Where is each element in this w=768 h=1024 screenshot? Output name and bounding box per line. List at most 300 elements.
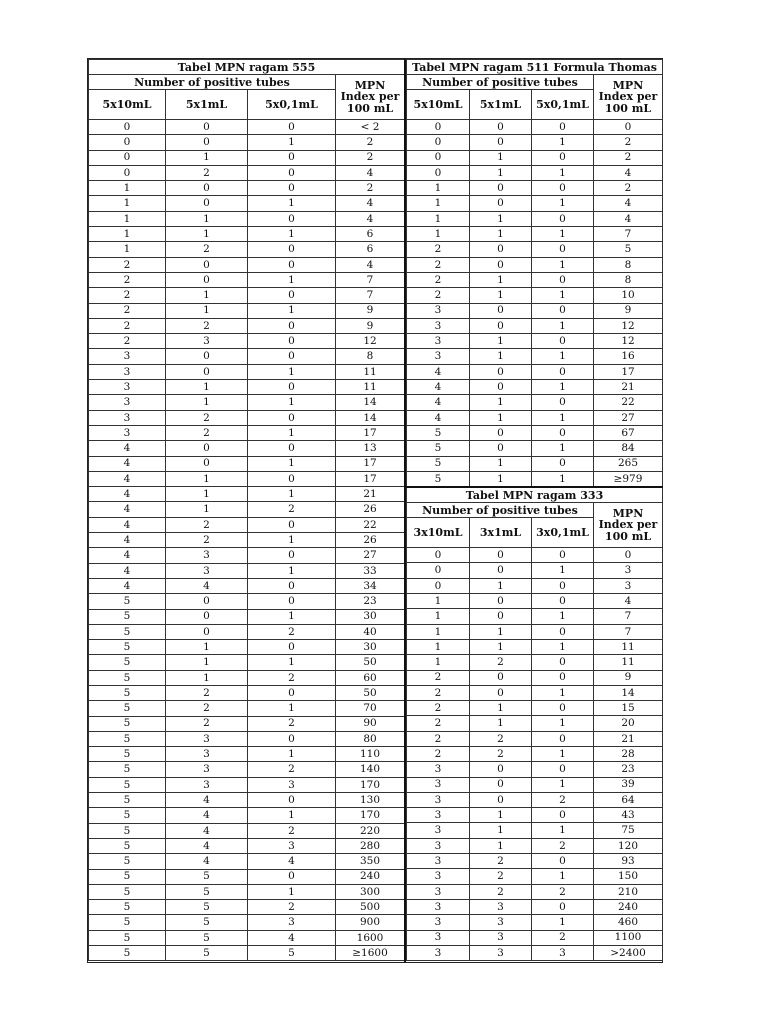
tube-count-cell: 4 <box>89 578 166 593</box>
tube-count-cell: 0 <box>407 578 470 593</box>
tube-count-cell: 4 <box>407 380 470 395</box>
tube-count-cell: 1 <box>470 288 532 303</box>
tube-count-cell: 3 <box>407 303 470 318</box>
tube-count-cell: 0 <box>166 349 248 364</box>
tube-count-cell: 5 <box>89 884 166 899</box>
tube-count-cell: 2 <box>470 869 532 884</box>
tube-count-cell: 3 <box>407 777 470 792</box>
table-row <box>407 257 663 272</box>
tube-count-cell: 1 <box>532 471 594 487</box>
tube-count-cell: 1 <box>532 869 594 884</box>
mpn-value-cell: 240 <box>336 869 405 884</box>
tube-count-cell: 5 <box>248 946 336 961</box>
tube-count-cell: 4 <box>89 563 166 578</box>
tube-count-cell: 1 <box>532 380 594 395</box>
tube-count-cell: 3 <box>407 884 470 899</box>
mpn-value-cell: 2 <box>336 150 405 165</box>
table-row <box>407 685 663 700</box>
table-row <box>407 854 663 869</box>
table-333-col-header: 3x0,1mL <box>532 518 594 548</box>
table-511-mpn-header: MPN Index per 100 mL <box>594 75 663 120</box>
mpn-value-cell: 27 <box>594 410 663 425</box>
tube-count-cell: 2 <box>248 762 336 777</box>
tube-count-cell: 1 <box>532 915 594 930</box>
tube-count-cell: 3 <box>166 334 248 349</box>
tube-count-cell: 1 <box>470 808 532 823</box>
tube-count-cell: 1 <box>166 395 248 410</box>
tube-count-cell: 3 <box>407 792 470 807</box>
mpn-value-cell: 110 <box>336 747 405 762</box>
mpn-value-cell: 23 <box>336 594 405 609</box>
mpn-value-cell: 2 <box>594 181 663 196</box>
tube-count-cell: 1 <box>532 563 594 578</box>
tube-count-cell: 0 <box>532 456 594 471</box>
mpn-value-cell: 460 <box>594 915 663 930</box>
tube-count-cell: 0 <box>166 120 248 135</box>
table-row <box>89 854 405 869</box>
table-row <box>407 792 663 807</box>
tube-count-cell: 0 <box>470 135 532 150</box>
tube-count-cell: 0 <box>407 563 470 578</box>
mpn-value-cell: 84 <box>594 441 663 456</box>
table-row <box>407 425 663 440</box>
table-row <box>89 471 405 486</box>
tube-count-cell: 2 <box>89 303 166 318</box>
tube-count-cell: 2 <box>89 272 166 287</box>
mpn-value-cell: ≥979 <box>594 471 663 487</box>
mpn-value-cell: 70 <box>336 701 405 716</box>
table-333-body <box>407 548 663 961</box>
tube-count-cell: 0 <box>166 181 248 196</box>
mpn-value-cell: 1600 <box>336 930 405 945</box>
tube-count-cell: 1 <box>407 181 470 196</box>
tube-count-cell: 1 <box>470 823 532 838</box>
tube-count-cell: 3 <box>407 334 470 349</box>
tube-count-cell: 5 <box>407 425 470 440</box>
mpn-value-cell: 13 <box>336 441 405 456</box>
tube-count-cell: 1 <box>470 211 532 226</box>
tube-count-cell: 5 <box>89 655 166 670</box>
table-row <box>89 196 405 211</box>
table-511-group-header: Number of positive tubes <box>407 75 594 90</box>
table-row <box>89 823 405 838</box>
table-row <box>407 731 663 746</box>
tube-count-cell: 4 <box>407 395 470 410</box>
tube-count-cell: 1 <box>532 288 594 303</box>
tube-count-cell: 0 <box>407 548 470 563</box>
tube-count-cell: 0 <box>407 120 470 135</box>
tube-count-cell: 2 <box>166 533 248 548</box>
mpn-value-cell: 21 <box>336 487 405 502</box>
tube-count-cell: 0 <box>532 181 594 196</box>
tube-count-cell: 0 <box>470 120 532 135</box>
mpn-value-cell: 500 <box>336 900 405 915</box>
table-row <box>407 242 663 257</box>
tube-count-cell: 1 <box>470 410 532 425</box>
tube-count-cell: 0 <box>248 640 336 655</box>
table-row <box>89 288 405 303</box>
tube-count-cell: 0 <box>166 624 248 639</box>
tube-count-cell: 4 <box>89 502 166 517</box>
tube-count-cell: 2 <box>166 685 248 700</box>
mpn-value-cell: 140 <box>336 762 405 777</box>
table-row <box>89 716 405 731</box>
tube-count-cell: 0 <box>166 364 248 379</box>
mpn-value-cell: 67 <box>594 425 663 440</box>
tube-count-cell: 3 <box>166 731 248 746</box>
tube-count-cell: 3 <box>470 915 532 930</box>
tube-count-cell: 5 <box>166 915 248 930</box>
tube-count-cell: 2 <box>407 272 470 287</box>
tube-count-cell: 5 <box>89 808 166 823</box>
table-row <box>407 456 663 471</box>
tube-count-cell: 4 <box>89 441 166 456</box>
tube-count-cell: 1 <box>248 655 336 670</box>
mpn-value-cell: 8 <box>336 349 405 364</box>
tube-count-cell: 5 <box>89 869 166 884</box>
tube-count-cell: 3 <box>407 808 470 823</box>
tube-count-cell: 0 <box>532 670 594 685</box>
tube-count-cell: 1 <box>532 685 594 700</box>
table-row <box>407 349 663 364</box>
tube-count-cell: 3 <box>89 425 166 440</box>
tube-count-cell: 1 <box>248 272 336 287</box>
tube-count-cell: 1 <box>248 227 336 242</box>
table-row <box>89 318 405 333</box>
tube-count-cell: 3 <box>407 899 470 914</box>
table-row <box>407 609 663 624</box>
mpn-value-cell: 39 <box>594 777 663 792</box>
tube-count-cell: 1 <box>166 502 248 517</box>
mpn-value-cell: 15 <box>594 701 663 716</box>
mpn-value-cell: 7 <box>336 288 405 303</box>
tube-count-cell: 2 <box>470 731 532 746</box>
tube-count-cell: 0 <box>248 731 336 746</box>
tube-count-cell: 1 <box>248 747 336 762</box>
mpn-value-cell: 11 <box>336 380 405 395</box>
table-333-mpn-header: MPN Index per 100 mL <box>594 503 663 548</box>
tube-count-cell: 0 <box>532 272 594 287</box>
tube-count-cell: 0 <box>532 899 594 914</box>
tube-count-cell: 0 <box>248 685 336 700</box>
tube-count-cell: 0 <box>248 410 336 425</box>
tube-count-cell: 1 <box>532 318 594 333</box>
tube-count-cell: 5 <box>89 731 166 746</box>
tube-count-cell: 1 <box>470 456 532 471</box>
tube-count-cell: 1 <box>407 196 470 211</box>
table-row <box>89 777 405 792</box>
table-row <box>89 563 405 578</box>
table-511-col-header: 5x1mL <box>470 90 532 120</box>
tube-count-cell: 0 <box>248 318 336 333</box>
tube-count-cell: 2 <box>166 701 248 716</box>
tube-count-cell: 1 <box>248 808 336 823</box>
tube-count-cell: 0 <box>470 425 532 440</box>
tube-count-cell: 0 <box>470 792 532 807</box>
tube-count-cell: 1 <box>470 349 532 364</box>
table-row <box>407 624 663 639</box>
tube-count-cell: 1 <box>470 334 532 349</box>
mpn-value-cell: 2 <box>594 150 663 165</box>
tube-count-cell: 1 <box>532 609 594 624</box>
table-row <box>89 640 405 655</box>
mpn-tables-document <box>87 58 663 963</box>
table-row <box>89 349 405 364</box>
tube-count-cell: 0 <box>407 135 470 150</box>
tube-count-cell: 4 <box>166 823 248 838</box>
mpn-value-cell: 3 <box>594 563 663 578</box>
tube-count-cell: 1 <box>532 823 594 838</box>
table-row <box>89 502 405 517</box>
mpn-value-cell: 0 <box>594 120 663 135</box>
tube-count-cell: 2 <box>166 165 248 180</box>
tube-count-cell: 4 <box>166 854 248 869</box>
tube-count-cell: 3 <box>407 869 470 884</box>
table-row <box>89 762 405 777</box>
tube-count-cell: 5 <box>166 884 248 899</box>
tube-count-cell: 0 <box>532 578 594 593</box>
tube-count-cell: 5 <box>89 793 166 808</box>
table-511-333 <box>406 59 663 961</box>
tube-count-cell: 5 <box>89 701 166 716</box>
tube-count-cell: 2 <box>166 318 248 333</box>
table-row <box>407 639 663 654</box>
table-row <box>407 869 663 884</box>
tube-count-cell: 0 <box>470 181 532 196</box>
tube-count-cell: 4 <box>89 548 166 563</box>
mpn-value-cell: 280 <box>336 838 405 853</box>
table-row <box>407 441 663 456</box>
tube-count-cell: 1 <box>166 303 248 318</box>
tube-count-cell: 0 <box>407 150 470 165</box>
table-row <box>407 838 663 853</box>
tube-count-cell: 1 <box>532 227 594 242</box>
tube-count-cell: 5 <box>166 869 248 884</box>
tube-count-cell: 2 <box>166 716 248 731</box>
tube-count-cell: 1 <box>248 701 336 716</box>
tube-count-cell: 1 <box>407 609 470 624</box>
tube-count-cell: 1 <box>89 196 166 211</box>
tube-count-cell: 3 <box>166 762 248 777</box>
tube-count-cell: 0 <box>89 150 166 165</box>
tube-count-cell: 0 <box>470 670 532 685</box>
table-row <box>89 120 405 135</box>
tube-count-cell: 0 <box>532 808 594 823</box>
table-row <box>89 380 405 395</box>
mpn-value-cell: 6 <box>336 227 405 242</box>
mpn-value-cell: 60 <box>336 670 405 685</box>
table-row <box>89 915 405 930</box>
tube-count-cell: 5 <box>89 946 166 961</box>
mpn-value-cell: 12 <box>594 334 663 349</box>
tube-count-cell: 4 <box>166 838 248 853</box>
mpn-value-cell: 11 <box>336 364 405 379</box>
tube-count-cell: 1 <box>248 563 336 578</box>
mpn-value-cell: 6 <box>336 242 405 257</box>
tube-count-cell: 1 <box>89 181 166 196</box>
right-tables-panel <box>406 59 662 962</box>
tube-count-cell: 0 <box>248 548 336 563</box>
tube-count-cell: 2 <box>248 624 336 639</box>
tube-count-cell: 2 <box>166 425 248 440</box>
tube-count-cell: 1 <box>470 639 532 654</box>
table-333-group-header: Number of positive tubes <box>407 503 594 518</box>
mpn-value-cell: 900 <box>336 915 405 930</box>
table-row <box>89 946 405 961</box>
tube-count-cell: 4 <box>89 533 166 548</box>
tube-count-cell: 5 <box>89 670 166 685</box>
tube-count-cell: 1 <box>407 227 470 242</box>
tube-count-cell: 0 <box>166 257 248 272</box>
tube-count-cell: 5 <box>89 823 166 838</box>
tube-count-cell: 1 <box>248 609 336 624</box>
mpn-value-cell: 210 <box>594 884 663 899</box>
mpn-value-cell: 4 <box>594 196 663 211</box>
mpn-value-cell: ≥1600 <box>336 946 405 961</box>
tube-count-cell: 2 <box>89 334 166 349</box>
mpn-value-cell: 23 <box>594 762 663 777</box>
tube-count-cell: 1 <box>248 395 336 410</box>
tube-count-cell: 0 <box>532 364 594 379</box>
table-row <box>89 242 405 257</box>
tube-count-cell: 0 <box>248 349 336 364</box>
tube-count-cell: 0 <box>166 456 248 471</box>
tube-count-cell: 0 <box>166 594 248 609</box>
tube-count-cell: 0 <box>470 685 532 700</box>
mpn-value-cell: 21 <box>594 731 663 746</box>
tube-count-cell: 5 <box>89 624 166 639</box>
mpn-value-cell: 22 <box>336 517 405 532</box>
tube-count-cell: 3 <box>166 563 248 578</box>
tube-count-cell: 3 <box>248 838 336 853</box>
mpn-value-cell: 40 <box>336 624 405 639</box>
mpn-value-cell: 30 <box>336 640 405 655</box>
tube-count-cell: 2 <box>470 854 532 869</box>
table-row <box>407 196 663 211</box>
tube-count-cell: 1 <box>470 272 532 287</box>
mpn-value-cell: 150 <box>594 869 663 884</box>
tube-count-cell: 1 <box>166 670 248 685</box>
tube-count-cell: 4 <box>248 930 336 945</box>
table-row <box>89 410 405 425</box>
tube-count-cell: 2 <box>532 930 594 945</box>
table-row <box>89 165 405 180</box>
tube-count-cell: 2 <box>407 685 470 700</box>
tube-count-cell: 1 <box>166 471 248 486</box>
table-row <box>89 487 405 502</box>
mpn-value-cell: 170 <box>336 777 405 792</box>
mpn-value-cell: 26 <box>336 533 405 548</box>
table-511-title: Tabel MPN ragam 511 Formula Thomas <box>407 60 663 75</box>
tube-count-cell: 0 <box>470 303 532 318</box>
mpn-value-cell: 240 <box>594 899 663 914</box>
mpn-value-cell: 27 <box>336 548 405 563</box>
tube-count-cell: 5 <box>89 609 166 624</box>
mpn-value-cell: 9 <box>594 670 663 685</box>
mpn-value-cell: 9 <box>594 303 663 318</box>
table-row <box>407 410 663 425</box>
tube-count-cell: 1 <box>532 349 594 364</box>
tube-count-cell: 1 <box>248 533 336 548</box>
tube-count-cell: 3 <box>407 915 470 930</box>
table-row <box>407 272 663 287</box>
tube-count-cell: 0 <box>248 594 336 609</box>
tube-count-cell: 2 <box>248 716 336 731</box>
tube-count-cell: 0 <box>470 594 532 609</box>
table-row <box>407 746 663 761</box>
tube-count-cell: 3 <box>470 899 532 914</box>
tube-count-cell: 0 <box>166 196 248 211</box>
table-row <box>89 303 405 318</box>
table-row <box>89 578 405 593</box>
tube-count-cell: 3 <box>407 823 470 838</box>
tube-count-cell: 2 <box>532 792 594 807</box>
mpn-value-cell: 1100 <box>594 930 663 945</box>
table-row <box>407 364 663 379</box>
mpn-value-cell: 4 <box>336 211 405 226</box>
tube-count-cell: 0 <box>532 150 594 165</box>
tube-count-cell: 2 <box>407 288 470 303</box>
tube-count-cell: 5 <box>89 838 166 853</box>
mpn-value-cell: 20 <box>594 716 663 731</box>
tube-count-cell: 2 <box>89 318 166 333</box>
table-row <box>89 670 405 685</box>
table-row <box>89 930 405 945</box>
tube-count-cell: 0 <box>470 364 532 379</box>
mpn-value-cell: 265 <box>594 456 663 471</box>
tube-count-cell: 0 <box>470 196 532 211</box>
table-333-title: Tabel MPN ragam 333 <box>407 487 663 503</box>
tube-count-cell: 3 <box>166 548 248 563</box>
mpn-value-cell: 4 <box>336 165 405 180</box>
tube-count-cell: 0 <box>532 211 594 226</box>
tube-count-cell: 3 <box>532 945 594 960</box>
tube-count-cell: 1 <box>407 655 470 670</box>
mpn-value-cell: 28 <box>594 746 663 761</box>
tube-count-cell: 5 <box>89 685 166 700</box>
tube-count-cell: 4 <box>166 793 248 808</box>
mpn-value-cell: 90 <box>336 716 405 731</box>
tube-count-cell: 5 <box>89 762 166 777</box>
tube-count-cell: 1 <box>248 425 336 440</box>
table-555-col-header: 5x10mL <box>89 90 166 120</box>
tube-count-cell: 5 <box>89 900 166 915</box>
tube-count-cell: 2 <box>407 716 470 731</box>
mpn-value-cell: 2 <box>336 135 405 150</box>
table-row <box>407 884 663 899</box>
tube-count-cell: 1 <box>166 288 248 303</box>
tube-count-cell: 1 <box>166 211 248 226</box>
table-555-panel <box>88 59 404 962</box>
tube-count-cell: 1 <box>89 242 166 257</box>
table-333-col-header: 3x10mL <box>407 518 470 548</box>
tube-count-cell: 2 <box>470 746 532 761</box>
tube-count-cell: 4 <box>166 578 248 593</box>
tube-count-cell: 0 <box>248 242 336 257</box>
tube-count-cell: 0 <box>89 135 166 150</box>
table-row <box>89 731 405 746</box>
tube-count-cell: 3 <box>407 945 470 960</box>
tube-count-cell: 0 <box>248 165 336 180</box>
table-row <box>407 899 663 914</box>
tube-count-cell: 1 <box>532 257 594 272</box>
table-row <box>89 441 405 456</box>
table-row <box>89 425 405 440</box>
table-row <box>89 150 405 165</box>
tube-count-cell: 0 <box>248 869 336 884</box>
table-row <box>407 135 663 150</box>
tube-count-cell: 1 <box>166 487 248 502</box>
